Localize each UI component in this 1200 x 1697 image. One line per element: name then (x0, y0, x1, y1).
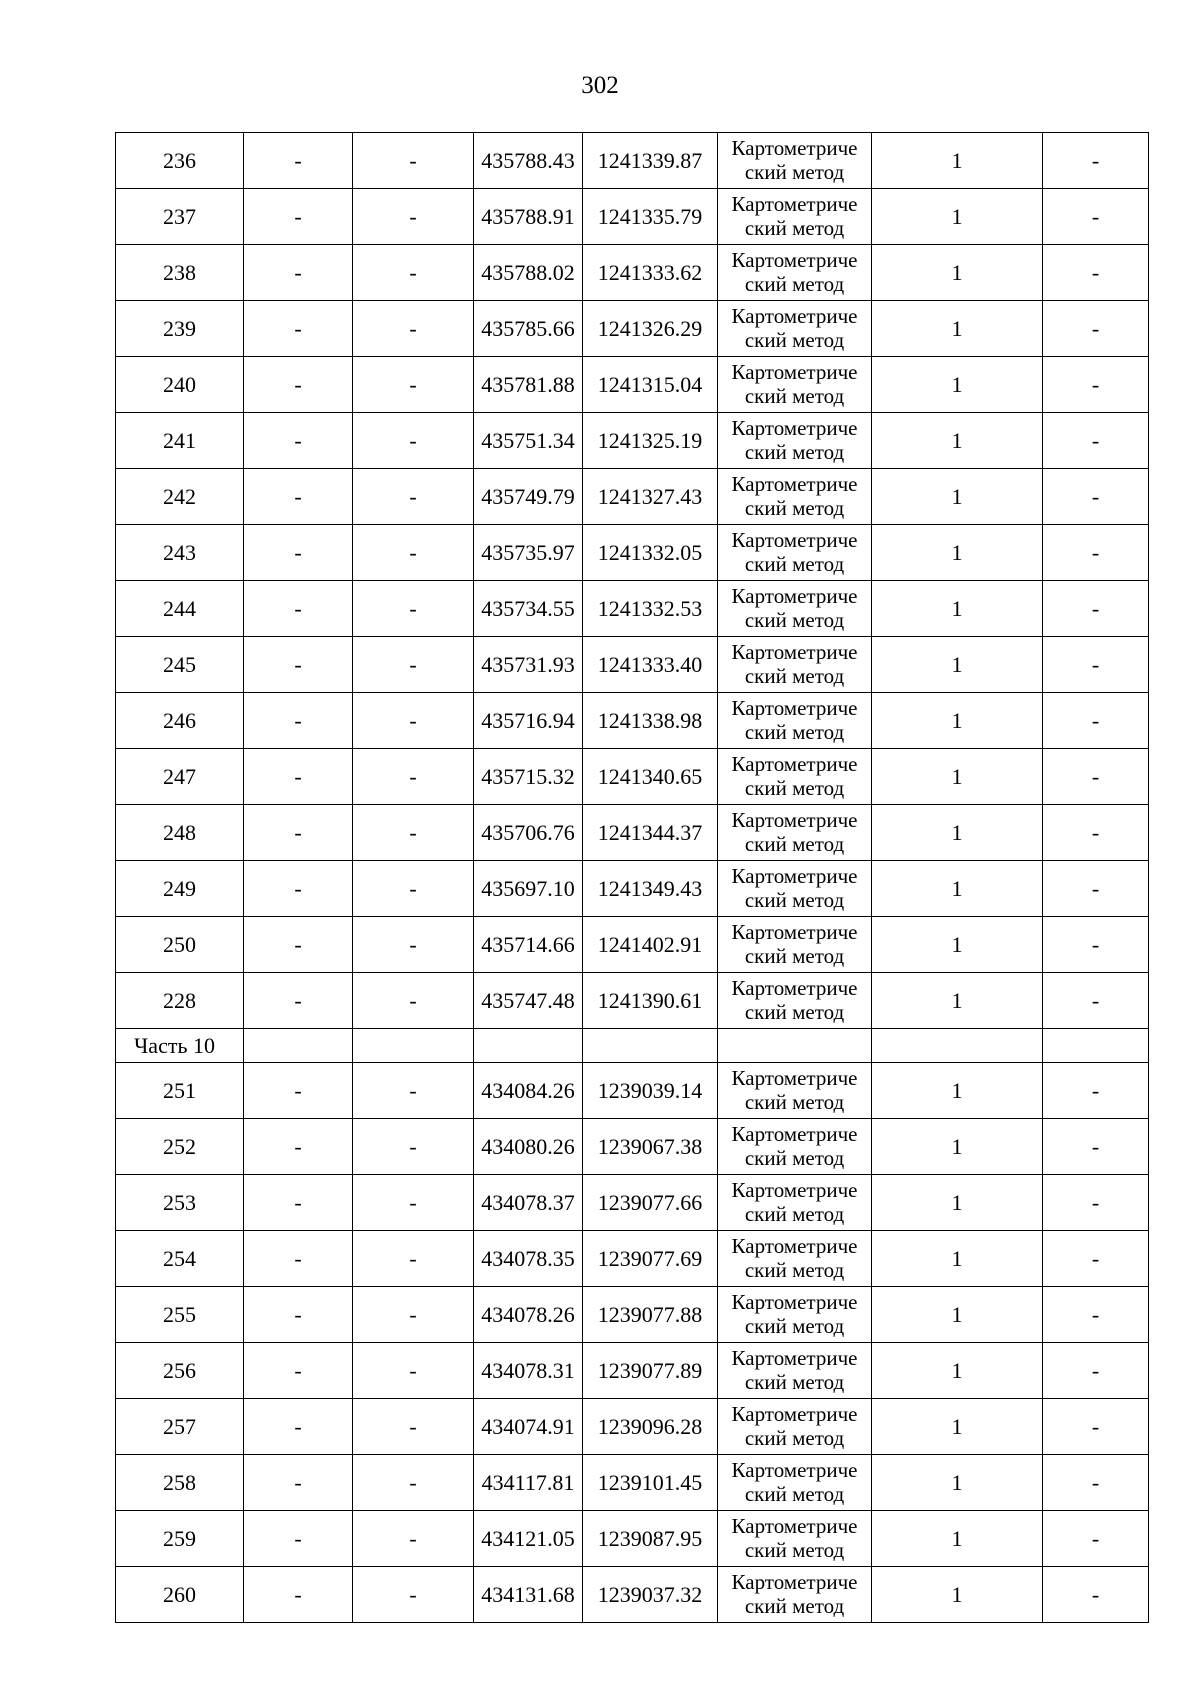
point-number-cell: 251 (116, 1063, 244, 1119)
accuracy-cell: 1 (872, 581, 1043, 637)
x-coordinate-cell: 435785.66 (474, 301, 583, 357)
col3-cell: - (353, 469, 474, 525)
y-coordinate-cell: 1241333.62 (583, 245, 718, 301)
method-cell: Картометриче ский метод (718, 973, 872, 1029)
col8-cell: - (1043, 917, 1149, 973)
y-coordinate-cell: 1241325.19 (583, 413, 718, 469)
accuracy-cell: 1 (872, 469, 1043, 525)
x-coordinate-cell: 434084.26 (474, 1063, 583, 1119)
accuracy-cell: 1 (872, 1063, 1043, 1119)
accuracy-cell: 1 (872, 1287, 1043, 1343)
col2-cell: - (244, 1063, 353, 1119)
point-number-cell: 245 (116, 637, 244, 693)
col2-cell: - (244, 413, 353, 469)
col8-cell: - (1043, 1343, 1149, 1399)
y-coordinate-cell: 1239077.88 (583, 1287, 718, 1343)
col2-cell: - (244, 469, 353, 525)
point-number-cell: 259 (116, 1511, 244, 1567)
accuracy-cell: 1 (872, 301, 1043, 357)
accuracy-cell: 1 (872, 693, 1043, 749)
table-row (116, 581, 1149, 637)
empty-cell (353, 1029, 474, 1063)
col3-cell: - (353, 1287, 474, 1343)
table-row (116, 357, 1149, 413)
col8-cell: - (1043, 1287, 1149, 1343)
col3-cell: - (353, 581, 474, 637)
method-cell: Картометриче ский метод (718, 189, 872, 245)
x-coordinate-cell: 435788.43 (474, 133, 583, 189)
y-coordinate-cell: 1239077.89 (583, 1343, 718, 1399)
x-coordinate-cell: 434074.91 (474, 1399, 583, 1455)
y-coordinate-cell: 1241349.43 (583, 861, 718, 917)
method-cell: Картометриче ский метод (718, 1287, 872, 1343)
y-coordinate-cell: 1241338.98 (583, 693, 718, 749)
y-coordinate-cell: 1239096.28 (583, 1399, 718, 1455)
method-cell: Картометриче ский метод (718, 1455, 872, 1511)
col8-cell: - (1043, 1455, 1149, 1511)
empty-cell (583, 1029, 718, 1063)
col3-cell: - (353, 525, 474, 581)
x-coordinate-cell: 435735.97 (474, 525, 583, 581)
col3-cell: - (353, 357, 474, 413)
col3-cell: - (353, 637, 474, 693)
accuracy-cell: 1 (872, 917, 1043, 973)
point-number-cell: 255 (116, 1287, 244, 1343)
method-cell: Картометриче ский метод (718, 357, 872, 413)
method-cell: Картометриче ский метод (718, 413, 872, 469)
col2-cell: - (244, 1511, 353, 1567)
point-number-cell: 252 (116, 1119, 244, 1175)
col8-cell: - (1043, 1399, 1149, 1455)
point-number-cell: 237 (116, 189, 244, 245)
method-cell: Картометриче ский метод (718, 1399, 872, 1455)
col8-cell: - (1043, 749, 1149, 805)
y-coordinate-cell: 1239039.14 (583, 1063, 718, 1119)
col8-cell: - (1043, 1175, 1149, 1231)
col2-cell: - (244, 917, 353, 973)
section-row (116, 1029, 1149, 1063)
table-row (116, 301, 1149, 357)
y-coordinate-cell: 1241327.43 (583, 469, 718, 525)
col3-cell: - (353, 1455, 474, 1511)
col8-cell: - (1043, 1567, 1149, 1623)
method-cell: Картометриче ский метод (718, 1511, 872, 1567)
method-cell: Картометриче ский метод (718, 749, 872, 805)
accuracy-cell: 1 (872, 805, 1043, 861)
col3-cell: - (353, 973, 474, 1029)
table-row (116, 1231, 1149, 1287)
point-number-cell: 236 (116, 133, 244, 189)
page-number: 302 (581, 72, 619, 99)
table-row (116, 1063, 1149, 1119)
table-row (116, 1567, 1149, 1623)
accuracy-cell: 1 (872, 1399, 1043, 1455)
col8-cell: - (1043, 189, 1149, 245)
method-cell: Картометриче ский метод (718, 525, 872, 581)
col2-cell: - (244, 805, 353, 861)
col2-cell: - (244, 1567, 353, 1623)
empty-cell (718, 1029, 872, 1063)
table-row (116, 1119, 1149, 1175)
point-number-cell: 249 (116, 861, 244, 917)
method-cell: Картометриче ский метод (718, 637, 872, 693)
col2-cell: - (244, 1287, 353, 1343)
empty-cell (474, 1029, 583, 1063)
y-coordinate-cell: 1241332.05 (583, 525, 718, 581)
col2-cell: - (244, 189, 353, 245)
method-cell: Картометриче ский метод (718, 861, 872, 917)
col8-cell: - (1043, 637, 1149, 693)
coordinates-table (115, 132, 1149, 1623)
point-number-cell: 246 (116, 693, 244, 749)
col3-cell: - (353, 917, 474, 973)
col3-cell: - (353, 805, 474, 861)
point-number-cell: 254 (116, 1231, 244, 1287)
x-coordinate-cell: 434078.26 (474, 1287, 583, 1343)
table-row (116, 469, 1149, 525)
table-row (116, 1287, 1149, 1343)
method-cell: Картометриче ский метод (718, 1343, 872, 1399)
col8-cell: - (1043, 1231, 1149, 1287)
col8-cell: - (1043, 525, 1149, 581)
col8-cell: - (1043, 1511, 1149, 1567)
table-row (116, 1399, 1149, 1455)
accuracy-cell: 1 (872, 133, 1043, 189)
table-row (116, 133, 1149, 189)
x-coordinate-cell: 434080.26 (474, 1119, 583, 1175)
point-number-cell: 242 (116, 469, 244, 525)
point-number-cell: 228 (116, 973, 244, 1029)
accuracy-cell: 1 (872, 1231, 1043, 1287)
method-cell: Картометриче ский метод (718, 469, 872, 525)
col2-cell: - (244, 245, 353, 301)
x-coordinate-cell: 434078.31 (474, 1343, 583, 1399)
empty-cell (244, 1029, 353, 1063)
coordinates-table-body (116, 133, 1149, 1623)
point-number-cell: 244 (116, 581, 244, 637)
method-cell: Картометриче ский метод (718, 917, 872, 973)
x-coordinate-cell: 435731.93 (474, 637, 583, 693)
x-coordinate-cell: 434117.81 (474, 1455, 583, 1511)
table-row (116, 917, 1149, 973)
x-coordinate-cell: 435706.76 (474, 805, 583, 861)
y-coordinate-cell: 1241326.29 (583, 301, 718, 357)
col2-cell: - (244, 581, 353, 637)
col3-cell: - (353, 1119, 474, 1175)
col8-cell: - (1043, 1119, 1149, 1175)
col3-cell: - (353, 133, 474, 189)
method-cell: Картометриче ский метод (718, 805, 872, 861)
col8-cell: - (1043, 973, 1149, 1029)
point-number-cell: 260 (116, 1567, 244, 1623)
col2-cell: - (244, 637, 353, 693)
method-cell: Картометриче ский метод (718, 1567, 872, 1623)
col3-cell: - (353, 189, 474, 245)
point-number-cell: 253 (116, 1175, 244, 1231)
x-coordinate-cell: 435788.91 (474, 189, 583, 245)
table-row (116, 525, 1149, 581)
col3-cell: - (353, 1567, 474, 1623)
col8-cell: - (1043, 581, 1149, 637)
point-number-cell: 240 (116, 357, 244, 413)
col3-cell: - (353, 1511, 474, 1567)
col2-cell: - (244, 1231, 353, 1287)
col8-cell: - (1043, 861, 1149, 917)
table-row (116, 1343, 1149, 1399)
col2-cell: - (244, 133, 353, 189)
col3-cell: - (353, 413, 474, 469)
table-row (116, 693, 1149, 749)
x-coordinate-cell: 435715.32 (474, 749, 583, 805)
accuracy-cell: 1 (872, 1455, 1043, 1511)
x-coordinate-cell: 435734.55 (474, 581, 583, 637)
col2-cell: - (244, 861, 353, 917)
table-row (116, 1175, 1149, 1231)
point-number-cell: 247 (116, 749, 244, 805)
accuracy-cell: 1 (872, 1175, 1043, 1231)
accuracy-cell: 1 (872, 1343, 1043, 1399)
method-cell: Картометриче ский метод (718, 301, 872, 357)
accuracy-cell: 1 (872, 1567, 1043, 1623)
table-row (116, 413, 1149, 469)
y-coordinate-cell: 1241315.04 (583, 357, 718, 413)
y-coordinate-cell: 1241340.65 (583, 749, 718, 805)
accuracy-cell: 1 (872, 413, 1043, 469)
point-number-cell: 256 (116, 1343, 244, 1399)
point-number-cell: 258 (116, 1455, 244, 1511)
y-coordinate-cell: 1241344.37 (583, 805, 718, 861)
accuracy-cell: 1 (872, 973, 1043, 1029)
col3-cell: - (353, 1063, 474, 1119)
table-row (116, 749, 1149, 805)
y-coordinate-cell: 1239101.45 (583, 1455, 718, 1511)
y-coordinate-cell: 1241390.61 (583, 973, 718, 1029)
point-number-cell: 250 (116, 917, 244, 973)
table-row (116, 1455, 1149, 1511)
col8-cell: - (1043, 413, 1149, 469)
col8-cell: - (1043, 133, 1149, 189)
col3-cell: - (353, 861, 474, 917)
method-cell: Картометриче ский метод (718, 1175, 872, 1231)
table-row (116, 1511, 1149, 1567)
col2-cell: - (244, 525, 353, 581)
col2-cell: - (244, 749, 353, 805)
col8-cell: - (1043, 301, 1149, 357)
x-coordinate-cell: 435751.34 (474, 413, 583, 469)
x-coordinate-cell: 435714.66 (474, 917, 583, 973)
col2-cell: - (244, 1119, 353, 1175)
col3-cell: - (353, 693, 474, 749)
x-coordinate-cell: 434121.05 (474, 1511, 583, 1567)
point-number-cell: 241 (116, 413, 244, 469)
col8-cell: - (1043, 245, 1149, 301)
accuracy-cell: 1 (872, 1511, 1043, 1567)
col2-cell: - (244, 1175, 353, 1231)
method-cell: Картометриче ский метод (718, 1063, 872, 1119)
y-coordinate-cell: 1239067.38 (583, 1119, 718, 1175)
x-coordinate-cell: 434078.37 (474, 1175, 583, 1231)
col2-cell: - (244, 1455, 353, 1511)
table-row (116, 805, 1149, 861)
col2-cell: - (244, 1399, 353, 1455)
x-coordinate-cell: 435697.10 (474, 861, 583, 917)
x-coordinate-cell: 435749.79 (474, 469, 583, 525)
col8-cell: - (1043, 805, 1149, 861)
accuracy-cell: 1 (872, 861, 1043, 917)
x-coordinate-cell: 435747.48 (474, 973, 583, 1029)
accuracy-cell: 1 (872, 357, 1043, 413)
point-number-cell: 238 (116, 245, 244, 301)
y-coordinate-cell: 1239037.32 (583, 1567, 718, 1623)
x-coordinate-cell: 434131.68 (474, 1567, 583, 1623)
table-row (116, 973, 1149, 1029)
col3-cell: - (353, 1399, 474, 1455)
method-cell: Картометриче ский метод (718, 1231, 872, 1287)
col3-cell: - (353, 1343, 474, 1399)
accuracy-cell: 1 (872, 189, 1043, 245)
table-row (116, 861, 1149, 917)
accuracy-cell: 1 (872, 749, 1043, 805)
section-label: Часть 10 (116, 1029, 244, 1063)
col2-cell: - (244, 973, 353, 1029)
point-number-cell: 248 (116, 805, 244, 861)
y-coordinate-cell: 1239077.69 (583, 1231, 718, 1287)
y-coordinate-cell: 1241335.79 (583, 189, 718, 245)
y-coordinate-cell: 1239087.95 (583, 1511, 718, 1567)
table-row (116, 245, 1149, 301)
col3-cell: - (353, 1231, 474, 1287)
point-number-cell: 239 (116, 301, 244, 357)
point-number-cell: 257 (116, 1399, 244, 1455)
accuracy-cell: 1 (872, 1119, 1043, 1175)
col2-cell: - (244, 301, 353, 357)
col8-cell: - (1043, 469, 1149, 525)
col3-cell: - (353, 301, 474, 357)
accuracy-cell: 1 (872, 525, 1043, 581)
method-cell: Картометриче ский метод (718, 245, 872, 301)
col2-cell: - (244, 693, 353, 749)
accuracy-cell: 1 (872, 637, 1043, 693)
accuracy-cell: 1 (872, 245, 1043, 301)
col8-cell: - (1043, 1063, 1149, 1119)
empty-cell (872, 1029, 1043, 1063)
empty-cell (1043, 1029, 1149, 1063)
col3-cell: - (353, 749, 474, 805)
x-coordinate-cell: 435781.88 (474, 357, 583, 413)
col8-cell: - (1043, 357, 1149, 413)
x-coordinate-cell: 435716.94 (474, 693, 583, 749)
y-coordinate-cell: 1241402.91 (583, 917, 718, 973)
y-coordinate-cell: 1239077.66 (583, 1175, 718, 1231)
table-row (116, 637, 1149, 693)
col3-cell: - (353, 245, 474, 301)
method-cell: Картометриче ский метод (718, 693, 872, 749)
y-coordinate-cell: 1241339.87 (583, 133, 718, 189)
table-row (116, 189, 1149, 245)
method-cell: Картометриче ский метод (718, 581, 872, 637)
method-cell: Картометриче ский метод (718, 133, 872, 189)
col2-cell: - (244, 1343, 353, 1399)
point-number-cell: 243 (116, 525, 244, 581)
x-coordinate-cell: 435788.02 (474, 245, 583, 301)
method-cell: Картометриче ский метод (718, 1119, 872, 1175)
y-coordinate-cell: 1241332.53 (583, 581, 718, 637)
y-coordinate-cell: 1241333.40 (583, 637, 718, 693)
x-coordinate-cell: 434078.35 (474, 1231, 583, 1287)
col3-cell: - (353, 1175, 474, 1231)
col2-cell: - (244, 357, 353, 413)
col8-cell: - (1043, 693, 1149, 749)
